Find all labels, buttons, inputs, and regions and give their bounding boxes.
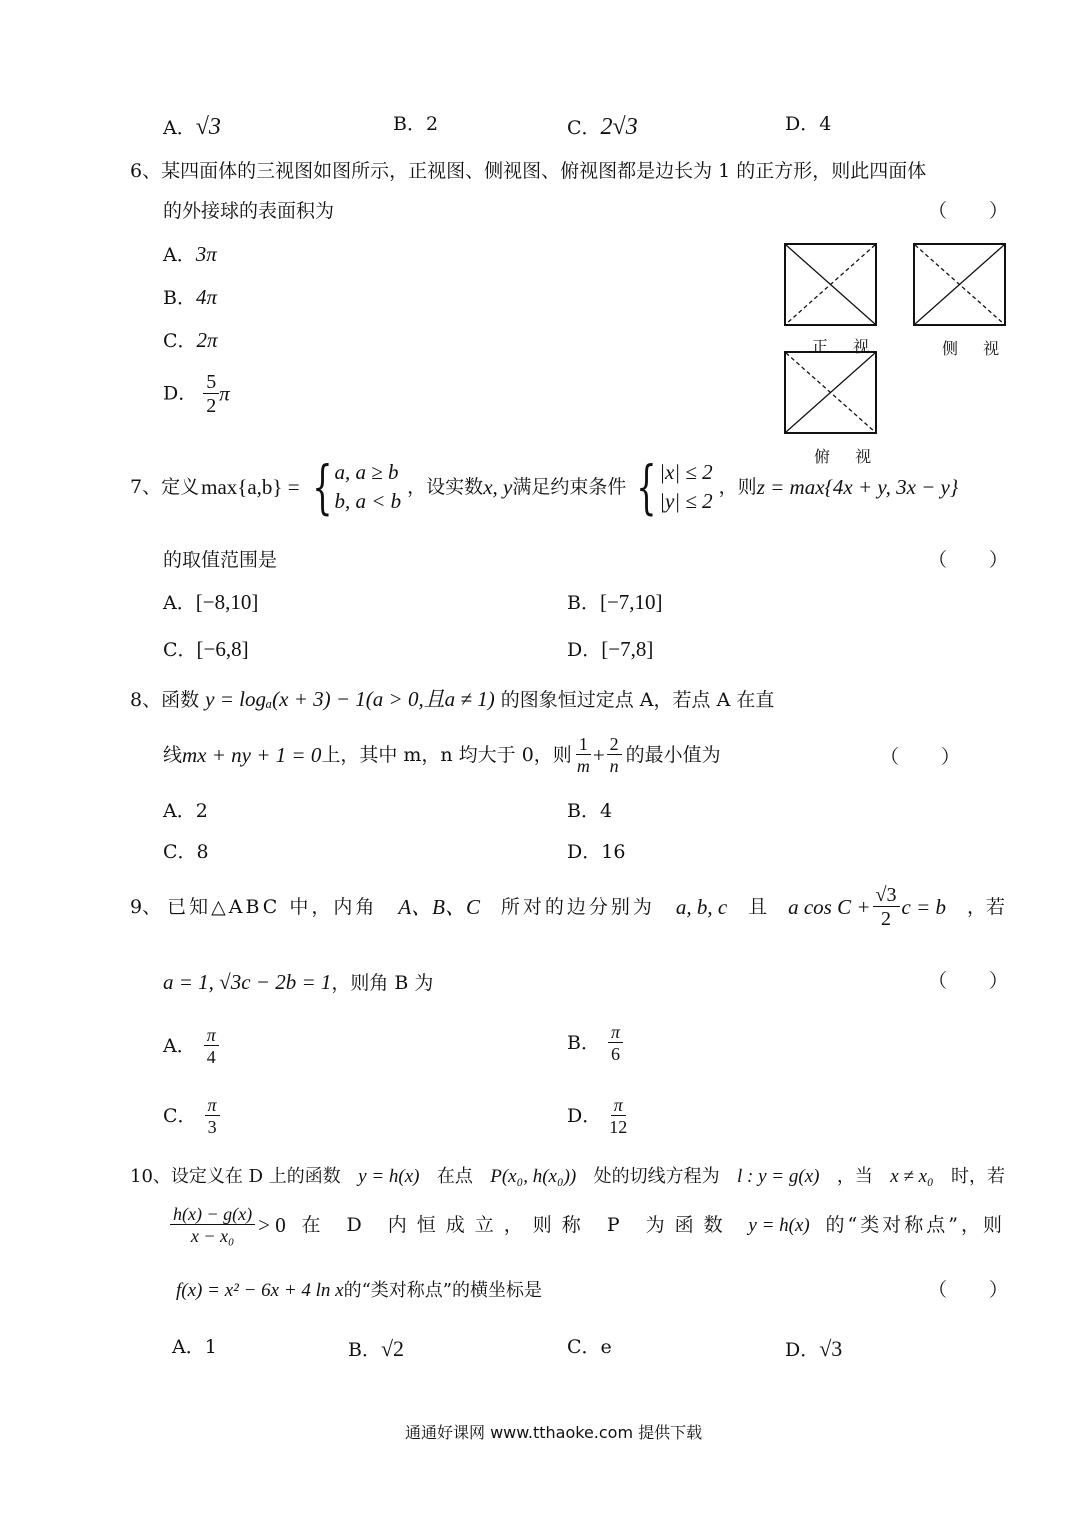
q7-option-b: B．[−7,10] xyxy=(567,590,663,614)
q9-option-d-fraction: $\frac{\pi}{12}$ xyxy=(609,1095,628,1137)
q7-line1: 7、 定义 max{a,b} = { a, a ≥ b b, a < b ，设实数 x, y 满足约束条件 { |x| ≤ 2 |y| ≤ 2 ，则 z = max{4x + y, 3x − y} xyxy=(130,453,959,521)
q8-number: 8、 xyxy=(130,689,162,711)
q10-line3: f(x) = x² − 6x + 4 ln x的“类对称点”的横坐标是 xyxy=(176,1280,543,1301)
q9-option-a: A． $\frac{\pi}{4}$ xyxy=(163,1026,219,1066)
q6-line2: 的外接球的表面积为 xyxy=(163,200,335,222)
side-view-diagonals xyxy=(915,245,1004,324)
q8-option-c: C．8 xyxy=(163,841,209,863)
top-view-diagonals xyxy=(786,353,875,432)
q8-line2: 线 mx + ny + 1 = 0 上，其中 m，n 均大于 0，则 $\frac{1}{m}$ + $\frac{2}{n}$ 的最小值为 xyxy=(163,734,721,776)
top-view-label: 俯 视 xyxy=(814,447,882,466)
q6-option-d: D． $\frac{5}{2}$ π xyxy=(163,371,230,417)
q5-option-c: C．2√3 xyxy=(567,114,638,140)
q6-option-c: C．2π xyxy=(163,328,218,352)
q7-constraints: { |x| ≤ 2 |y| ≤ 2 xyxy=(636,453,713,521)
q10-option-d: D．√3 xyxy=(785,1336,843,1361)
q6-option-b: B．4π xyxy=(163,285,217,309)
q7-option-a: A．[−8,10] xyxy=(163,590,259,614)
q9-option-b: B． $\frac{\pi}{6}$ xyxy=(567,1023,623,1063)
q10-option-b: B．√2 xyxy=(348,1336,405,1361)
q7-number: 7、 xyxy=(130,475,162,498)
q6-line1: 6、某四面体的三视图如图所示，正视图、侧视图、俯视图都是边长为 1 的正方形，则此四面体 xyxy=(130,160,927,182)
q9-number: 9、 xyxy=(130,895,162,918)
q10-inequality: $\frac{h(x) - g(x)}{\text{x − x₀}}$ > 0 xyxy=(170,1205,286,1245)
q7-max-cases: { a, a ≥ b b, a < b xyxy=(311,453,402,521)
front-view-figure xyxy=(784,243,877,326)
q7-answer-paren: （ ） xyxy=(928,549,1027,571)
q8-option-a: A．2 xyxy=(163,800,208,822)
q9-option-c: C． $\frac{\pi}{3}$ xyxy=(163,1096,220,1136)
side-view-figure xyxy=(913,243,1006,326)
q10-fraction: $\frac{h(x) - g(x)}{\text{x − x₀}}$ xyxy=(170,1205,255,1245)
front-view-diagonals xyxy=(786,245,875,324)
q5-option-b: B．2 xyxy=(393,113,439,135)
q9-option-c-fraction: $\frac{\pi}{3}$ xyxy=(205,1096,220,1136)
side-view-label: 侧 视 xyxy=(942,339,1010,358)
top-view-figure xyxy=(784,351,877,434)
q6-answer-paren: （ ） xyxy=(928,200,1027,222)
q10-line2: $\frac{h(x) - g(x)}{\text{x − x₀}}$ > 0 在 D 内恒成立，则称 P 为函数 y = h(x) 的“类对称点”，则 xyxy=(170,1205,1005,1245)
q9-sqrt3-over-2: $\frac{√3}{2}$ xyxy=(873,885,900,929)
q10-answer-paren: （ ） xyxy=(928,1279,1027,1301)
q10-option-a: A．1 xyxy=(172,1336,217,1358)
q10-line1: 10、设定义在 D 上的函数 y = h(x) 在点 P(x₀, h(x₀)) 处的切线方程为 l : y = g(x) ，当 x ≠ x₀ 时，若 xyxy=(130,1165,1005,1187)
q10-number: 10、 xyxy=(130,1165,171,1187)
q8-fraction-1: $\frac{1}{m}$ xyxy=(576,734,590,776)
q7-line2: 的取值范围是 xyxy=(163,549,278,571)
front-view-label: 正 视 xyxy=(812,337,880,356)
q9-option-a-fraction: $\frac{\pi}{4}$ xyxy=(204,1026,219,1066)
q5-option-d: D．4 xyxy=(785,113,832,135)
q8-option-d: D．16 xyxy=(567,841,626,863)
q9-option-b-fraction: $\frac{\pi}{6}$ xyxy=(608,1023,623,1063)
q9-answer-paren: （ ） xyxy=(928,970,1027,992)
q5-option-a: A．√3 xyxy=(163,114,221,140)
q6-option-d-fraction: $\frac{5}{2}$ xyxy=(203,372,219,416)
q6-number: 6、 xyxy=(130,160,162,182)
q8-line1: 8、函数 y = logₐ(x + 3) − 1(a > 0,且a ≠ 1) 的图象恒过定点 A，若点 A 在直 xyxy=(130,687,775,711)
q8-answer-paren: （ ） xyxy=(880,746,979,768)
q9-line1: 9、 已知△ABC 中，内角 A、B、C 所对的边分别为 a, b, c 且 a cos C + $\frac{√3}{2}$ c = b ，若 xyxy=(130,884,1005,930)
q8-option-b: B．4 xyxy=(567,800,613,822)
q8-fraction-2: $\frac{2}{n}$ xyxy=(607,735,622,775)
q9-option-d: D． $\frac{\pi}{12}$ xyxy=(567,1095,628,1137)
q6-option-a: A．3π xyxy=(163,242,217,266)
q10-option-c: C．e xyxy=(567,1336,612,1358)
q9-line2: a = 1, √3c − 2b = 1，则角 B 为 xyxy=(163,970,434,994)
q7-option-d: D．[−7,8] xyxy=(567,637,654,661)
q9-condition: a cos C + $\frac{√3}{2}$ c = b xyxy=(788,884,946,930)
page-footer: 通通好课网 www.tthaoke.com 提供下载 xyxy=(405,1423,703,1442)
q7-option-c: C．[−6,8] xyxy=(163,637,249,661)
